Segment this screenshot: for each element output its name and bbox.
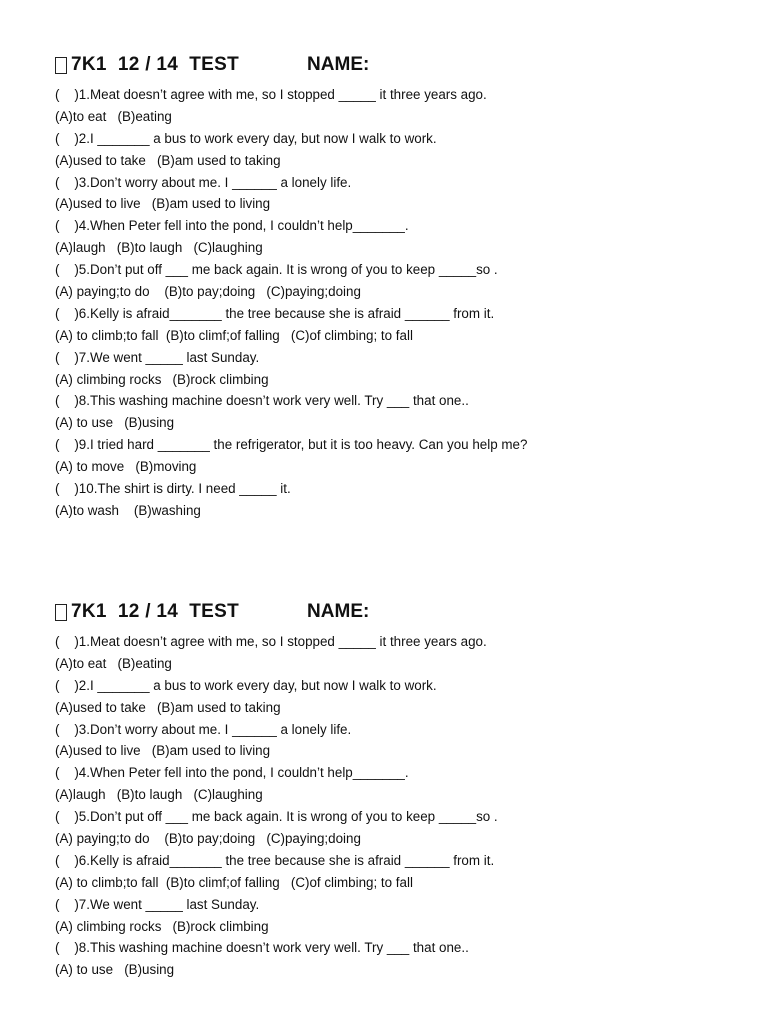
answer-options-line: (A)used to live (B)am used to living bbox=[55, 743, 271, 759]
question-line: ( )1.Meat doesn’t agree with me, so I stopped _____ it three years ago. bbox=[55, 87, 487, 102]
sheet-header bbox=[55, 597, 735, 627]
question-line: ( )2.I _______ a bus to work every day, but now I walk to work. bbox=[55, 677, 437, 693]
answer-options-line: (A) to move (B)moving bbox=[55, 459, 197, 475]
question-line: ( )5.Don’t put off ___ me back again. It is wrong of you to keep _____so . bbox=[55, 262, 498, 278]
sheet-title: 7K1 12 / 14 TEST bbox=[71, 54, 240, 75]
answer-options-line: (A)laugh (B)to laugh (C)laughing bbox=[55, 240, 263, 256]
test-sheet-2 bbox=[55, 597, 735, 981]
answer-options-line: (A)to wash (B)washing bbox=[55, 502, 201, 518]
answer-options-line: (A) to climb;to fall (B)to climf;of falling (C)of climbing; to fall bbox=[55, 327, 413, 343]
question-line: ( )8.This washing machine doesn’t work very well. Try ___ that one.. bbox=[55, 393, 469, 409]
question-line: ( )7.We went _____ last Sunday. bbox=[55, 896, 260, 912]
question-list bbox=[55, 631, 735, 981]
answer-options-line: (A) paying;to do (B)to pay;doing (C)paying;doing bbox=[55, 284, 361, 300]
missing-glyph-icon bbox=[55, 57, 67, 74]
question-line: ( )10.The shirt is dirty. I need _____ it. bbox=[55, 481, 291, 497]
answer-options-line: (A) climbing rocks (B)rock climbing bbox=[55, 918, 269, 934]
question-line: ( )4.When Peter fell into the pond, I couldn’t help_______. bbox=[55, 218, 409, 234]
question-list bbox=[55, 84, 735, 522]
sheet-title: 7K1 12 / 14 TEST bbox=[71, 601, 240, 622]
answer-options-line: (A)used to take (B)am used to taking bbox=[55, 699, 281, 715]
answer-options-line: (A) to use (B)using bbox=[55, 415, 175, 431]
answer-options-line: (A) paying;to do (B)to pay;doing (C)paying;doing bbox=[55, 831, 361, 847]
question-line: ( )2.I _______ a bus to work every day, but now I walk to work. bbox=[55, 130, 437, 146]
question-line: ( )5.Don’t put off ___ me back again. It is wrong of you to keep _____so . bbox=[55, 809, 498, 825]
answer-options-line: (A)to eat (B)eating bbox=[55, 655, 172, 671]
answer-options-line: (A)to eat (B)eating bbox=[55, 108, 172, 124]
question-line: ( )1.Meat doesn’t agree with me, so I stopped _____ it three years ago. bbox=[55, 634, 487, 649]
question-line: ( )3.Don’t worry about me. I ______ a lonely life. bbox=[55, 174, 352, 190]
answer-options-line: (A)laugh (B)to laugh (C)laughing bbox=[55, 787, 263, 803]
answer-options-line: (A) to use (B)using bbox=[55, 962, 175, 978]
name-label: NAME: bbox=[307, 601, 370, 622]
question-line: ( )4.When Peter fell into the pond, I couldn’t help_______. bbox=[55, 765, 409, 781]
answer-options-line: (A)used to live (B)am used to living bbox=[55, 196, 271, 212]
answer-options-line: (A) to climb;to fall (B)to climf;of falling (C)of climbing; to fall bbox=[55, 874, 413, 890]
answer-options-line: (A) climbing rocks (B)rock climbing bbox=[55, 371, 269, 387]
question-line: ( )7.We went _____ last Sunday. bbox=[55, 349, 260, 365]
question-line: ( )8.This washing machine doesn’t work very well. Try ___ that one.. bbox=[55, 940, 469, 956]
question-line: ( )6.Kelly is afraid_______ the tree because she is afraid ______ from it. bbox=[55, 305, 495, 321]
test-sheet-1 bbox=[55, 50, 735, 522]
question-line: ( )9.I tried hard _______ the refrigerator, but it is too heavy. Can you help me? bbox=[55, 437, 528, 453]
question-line: ( )3.Don’t worry about me. I ______ a lonely life. bbox=[55, 721, 352, 737]
question-line: ( )6.Kelly is afraid_______ the tree because she is afraid ______ from it. bbox=[55, 852, 495, 868]
answer-options-line: (A)used to take (B)am used to taking bbox=[55, 152, 281, 168]
name-label: NAME: bbox=[307, 54, 370, 75]
sheet-header bbox=[55, 50, 735, 80]
missing-glyph-icon bbox=[55, 604, 67, 621]
